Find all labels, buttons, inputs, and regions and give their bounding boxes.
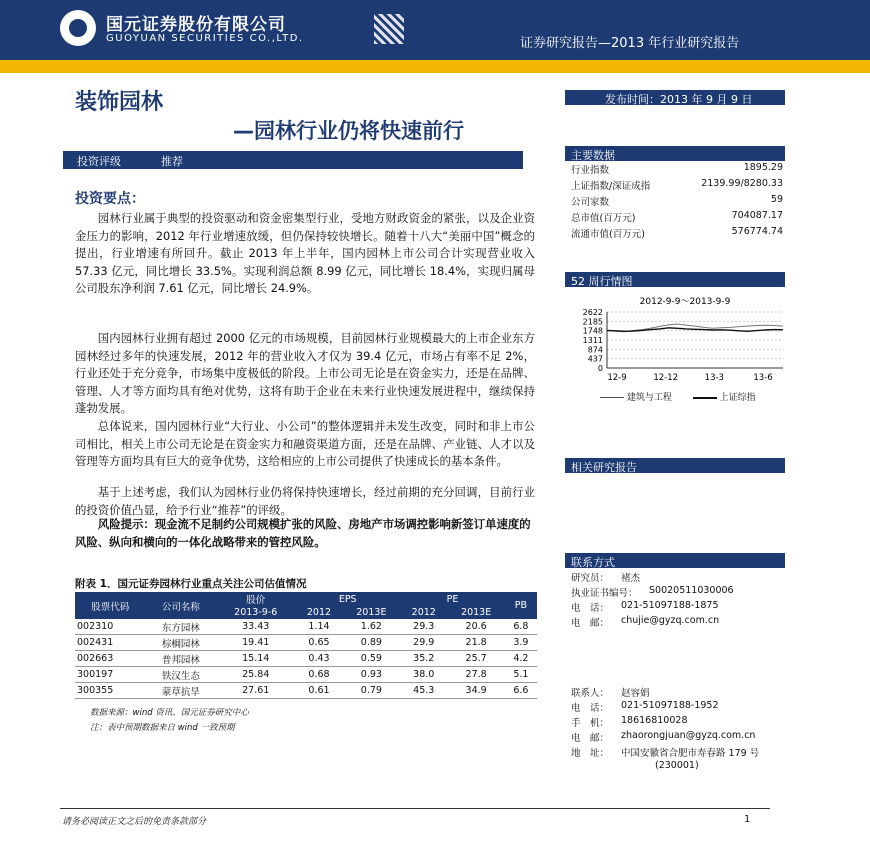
col-price-date: 2013-9-6 <box>216 606 295 619</box>
x-tick-label: 12-12 <box>653 373 679 383</box>
table-cell: 19.41 <box>216 635 295 651</box>
table-row <box>75 667 537 683</box>
contact-title: 联系方式 <box>571 556 615 569</box>
table-cell: 0.89 <box>343 635 400 651</box>
table-row <box>75 651 537 667</box>
table-cell: 3.9 <box>505 635 537 651</box>
col-price: 股价 <box>216 592 295 606</box>
related-header <box>565 458 785 473</box>
col-eps-2012: 2012 <box>295 606 342 619</box>
logo-mark-icon <box>69 19 87 37</box>
table-cell: 002310 <box>75 619 146 635</box>
table-cell: 35.2 <box>400 651 447 667</box>
col-eps: EPS <box>295 592 400 606</box>
table-title: 附表 1．国元证券园林行业重点关注公司估值情况 <box>75 578 307 590</box>
valuation-table <box>75 592 537 699</box>
contact-person: 联系人： 赵容娟 <box>571 688 650 699</box>
table-cell: 34.9 <box>447 683 504 699</box>
table-row <box>75 683 537 699</box>
table-cell: 29.3 <box>400 619 447 635</box>
footer-rule <box>60 808 770 809</box>
rating-label: 投资评级 <box>77 155 121 168</box>
table-cell: 0.93 <box>343 667 400 683</box>
publish-date: 发布时间：2013 年 9 月 9 日 <box>605 93 753 106</box>
table-cell: 5.1 <box>505 667 537 683</box>
paragraph-1: 园林行业属于典型的投资驱动和资金密集型行业，受地方财政资金的紧张，以及企业资金压力的影响，2012 年行业增速放缓，但仍保持较快增长。随着十八大“美丽中国”概念的提出，行业增速有所回升。截止 2013 年上半年，国内园林上市公司合计实现营业收入 57.33 亿元，同比增长 33.5%。实现利润总额 8.99 亿元，同比增长 18.4%，实现归属母公司股东净利润 7.61 亿元，同比增长 24.9%。 <box>75 211 535 295</box>
analyst-phone: 电 话： 021-51097188-1875 <box>571 600 719 614</box>
col-pe-2012: 2012 <box>400 606 447 619</box>
table-cell: 4.2 <box>505 651 537 667</box>
col-name: 公司名称 <box>146 592 217 619</box>
col-pe-2013e: 2013E <box>447 606 504 619</box>
price-chart <box>565 290 785 390</box>
table-cell: 0.65 <box>295 635 342 651</box>
contact-address: 地 址： 中国安徽省合肥市寿春路 179 号 <box>571 748 760 759</box>
analyst-name: 研究员： 褚杰 <box>571 573 641 584</box>
table-cell: 0.59 <box>343 651 400 667</box>
y-tick-label: 0 <box>597 364 603 373</box>
table-cell: 300197 <box>75 667 146 683</box>
key-data-row: 公司家数 59 <box>571 194 783 208</box>
table-cell: 20.6 <box>447 619 504 635</box>
table-cell: 棕榈园林 <box>146 635 217 651</box>
col-pe: PE <box>400 592 505 606</box>
key-data-row: 总市值(百万元) 704087.17 <box>571 210 783 224</box>
contact-email: 电 邮： zhaorongjuan@gyzq.com.cn <box>571 730 756 744</box>
section-title: 投资要点： <box>75 191 145 207</box>
sector-title: 装饰园林 <box>75 90 164 115</box>
table-cell: 蒙草抗旱 <box>146 683 217 699</box>
table-cell: 6.8 <box>505 619 537 635</box>
legend-industry: 建筑与工程 <box>626 393 672 403</box>
table-note: 注：表中预期数据来自 wind 一致预期 <box>90 723 235 733</box>
y-tick-label: 2185 <box>582 317 603 327</box>
analyst-cert: 执业证书编号： S0020511030006 <box>571 585 734 599</box>
table-cell: 002431 <box>75 635 146 651</box>
table-row <box>75 635 537 651</box>
paragraph-2: 国内园林行业拥有超过 2000 亿元的市场规模，目前园林行业规模最大的上市企业东方园林经过多年的快速发展，2012 年的营业收入才仅为 39.4 亿元，市场占有率不足 2%，行业还处于充分竞争，市场集中度极低的阶段。上市公司无论是在资金实力，还是在品牌、管理、人才等方面均具有绝对优势，这将有助于企业在未来行业快速发展进程中，继续保持蓬勃发展。 <box>75 331 535 415</box>
legend-swatch-industry <box>600 397 624 398</box>
report-subtitle: —园林行业仍将快速前行 <box>233 119 464 143</box>
table-cell: 38.0 <box>400 667 447 683</box>
paragraph-3: 总体说来，国内园林行业“大行业、小公司”的整体逻辑并未发生改变，同时和非上市公司相比，相关上市公司无论是在资金实力和融资渠道方面，还是在品牌、产业链、人才以及管理等方面均具有巨大的竞争优势，这给相应的上市公司提供了快速成长的基本条件。 <box>75 419 535 468</box>
footer-disclaimer: 请务必阅读正文之后的免责条款部分 <box>62 817 207 827</box>
company-name-en: GUOYUAN SECURITIES CO.,LTD. <box>106 33 304 44</box>
table-source: 数据来源：wind 资讯、国元证券研究中心 <box>90 708 249 718</box>
table-cell: 东方园林 <box>146 619 217 635</box>
contact-phone: 电 话： 021-51097188-1952 <box>571 700 719 714</box>
table-row <box>75 619 537 635</box>
x-tick-label: 13-3 <box>704 373 724 383</box>
risk-warning: 风险提示：现金流不足制约公司规模扩张的风险、房地产市场调控影响新签订单速度的风险、纵向和横向的一体化战略带来的管控风险。 <box>75 517 531 549</box>
dot-pattern-icon <box>374 14 404 44</box>
table-cell: 21.8 <box>447 635 504 651</box>
chart-title: 2012-9-9～2013-9-9 <box>639 297 731 307</box>
table-cell: 002663 <box>75 651 146 667</box>
col-code: 股票代码 <box>75 592 146 619</box>
contact-mobile: 手 机： 18616810028 <box>571 715 688 729</box>
rating-value: 推荐 <box>161 155 183 168</box>
paragraph-4: 基于上述考虑，我们认为园林行业仍将保持快速增长，经过前期的充分回调，目前行业的投资价值凸显，给予行业“推荐”的评级。 <box>75 485 535 517</box>
table-cell: 1.14 <box>295 619 342 635</box>
company-name-cn: 国元证券股份有限公司 <box>106 15 286 35</box>
table-cell: 铁汉生态 <box>146 667 217 683</box>
rating-bar <box>63 151 523 169</box>
table-cell: 普邦园林 <box>146 651 217 667</box>
col-eps-2013e: 2013E <box>343 606 400 619</box>
contact-postcode: (230001) <box>655 760 699 771</box>
x-tick-label: 12-9 <box>607 373 627 383</box>
analyst-email: 电 邮： chujie@gyzq.com.cn <box>571 615 720 629</box>
key-data-row: 流通市值(百万元) 576774.74 <box>571 226 783 240</box>
y-tick-label: 1311 <box>582 336 603 345</box>
key-data-header <box>565 146 785 161</box>
table-cell: 27.61 <box>216 683 295 699</box>
chart-section-title: 52 周行情图 <box>571 275 633 288</box>
page-number: 1 <box>744 814 751 825</box>
table-cell: 25.7 <box>447 651 504 667</box>
y-tick-label: 2622 <box>582 308 603 317</box>
chart-header <box>565 272 785 287</box>
header-accent-bar <box>0 60 870 73</box>
table-cell: 0.43 <box>295 651 342 667</box>
col-pb: PB <box>505 592 537 619</box>
related-title: 相关研究报告 <box>571 461 637 474</box>
chart-legend <box>600 390 756 403</box>
table-cell: 29.9 <box>400 635 447 651</box>
table-cell: 300355 <box>75 683 146 699</box>
key-data-title: 主要数据 <box>571 149 615 162</box>
table-cell: 27.8 <box>447 667 504 683</box>
table-cell: 6.6 <box>505 683 537 699</box>
table-cell: 25.84 <box>216 667 295 683</box>
legend-swatch-index <box>693 397 717 399</box>
report-type: 证券研究报告—2013 年行业研究报告 <box>520 36 740 51</box>
y-tick-label: 437 <box>587 354 603 364</box>
contact-header <box>565 553 785 568</box>
table-cell: 0.79 <box>343 683 400 699</box>
legend-index: 上证综指 <box>719 393 756 403</box>
table-cell: 45.3 <box>400 683 447 699</box>
key-data-row: 行业指数 1895.29 <box>571 162 783 176</box>
table-cell: 15.14 <box>216 651 295 667</box>
table-cell: 1.62 <box>343 619 400 635</box>
table-cell: 0.61 <box>295 683 342 699</box>
key-data-row: 上证指数/深证成指 2139.99/8280.33 <box>571 178 783 192</box>
y-tick-label: 874 <box>587 345 603 355</box>
y-tick-label: 1748 <box>582 326 603 336</box>
publish-bar <box>565 90 785 105</box>
table-cell: 0.68 <box>295 667 342 683</box>
table-cell: 33.43 <box>216 619 295 635</box>
x-tick-label: 13-6 <box>753 373 773 383</box>
